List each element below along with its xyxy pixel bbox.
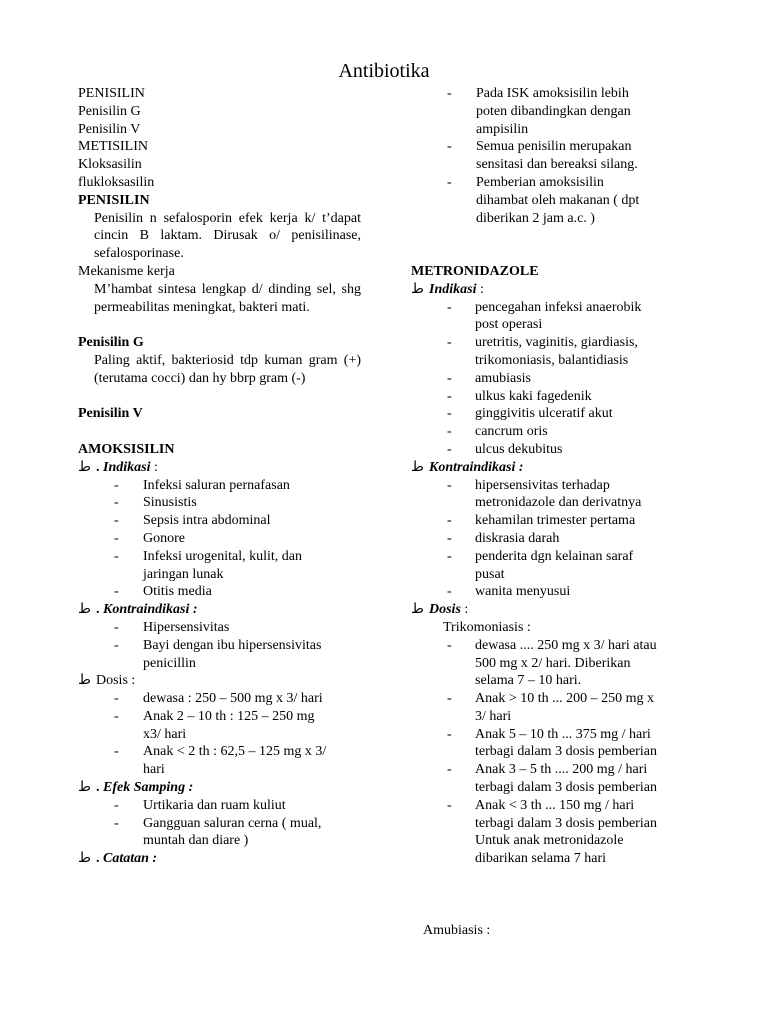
bullet-dash-icon: - xyxy=(114,584,119,600)
bullet-text: Untuk anak metronidazole xyxy=(475,833,624,849)
bullet-text: 3/ hari xyxy=(475,708,512,724)
catatan-item xyxy=(411,138,701,174)
bullet-text: pusat xyxy=(475,566,505,582)
bullet-text: uretritis, vaginitis, giardiasis, xyxy=(475,335,638,351)
metro-dosis-label: Dosis xyxy=(429,602,461,618)
metro-indikasi-heading: ط Indikasi : xyxy=(411,281,484,297)
indikasi-item xyxy=(411,370,701,388)
bullet-text: Bayi dengan ibu hipersensivitas xyxy=(143,637,322,653)
catatan-list xyxy=(411,85,701,227)
kontraindikasi-item xyxy=(411,583,701,601)
bullet-dash-icon: - xyxy=(447,726,452,742)
amok-indikasi-list xyxy=(78,477,361,602)
metro-indikasi-list xyxy=(411,299,701,459)
bullet-text: hipersensivitas terhadap xyxy=(475,477,610,493)
efek-samping-item xyxy=(78,815,361,851)
bullet-dash-icon: - xyxy=(447,441,452,457)
bullet-dash-icon: - xyxy=(447,299,452,315)
bullet-dash-icon: - xyxy=(447,86,452,101)
bullet-dash-icon: - xyxy=(114,495,119,511)
bullet-text: Hipersensivitas xyxy=(143,619,230,635)
bullet-dash-icon: - xyxy=(447,548,452,564)
bullet-text: dewasa .... 250 mg x 3/ hari atau xyxy=(475,637,657,653)
amoksisilin-heading: AMOKSISILIN xyxy=(78,441,175,457)
bullet-text: amubiasis xyxy=(475,370,531,386)
bullet-dash-icon: - xyxy=(114,708,119,724)
bullet-dash-icon: - xyxy=(447,174,452,190)
bullet-dash-icon: - xyxy=(114,513,119,529)
bullet-dash-icon: - xyxy=(447,530,452,546)
metro-dosis-list xyxy=(411,637,701,868)
dosis-item xyxy=(78,743,361,779)
bullet-text: Anak 5 – 10 th ... 375 mg / hari xyxy=(475,726,651,742)
section-marker-icon: ط xyxy=(411,602,424,618)
amok-efek-list xyxy=(78,797,361,850)
indikasi-item xyxy=(411,405,701,423)
amok-dosis-heading xyxy=(78,672,361,690)
amubiasis-label: Amubiasis : xyxy=(423,923,491,938)
dosis-item xyxy=(411,761,701,797)
bullet-text: Pemberian amoksisilin xyxy=(476,174,604,190)
amok-dosis-list xyxy=(78,690,361,779)
amok-kontra-label: Kontraindikasi : xyxy=(103,602,198,618)
section-marker-icon: ط xyxy=(411,459,424,475)
indikasi-item xyxy=(411,423,701,441)
amok-dosis-label: Dosis : xyxy=(96,673,136,689)
bullet-text: dihambat oleh makanan ( dpt xyxy=(476,192,640,208)
bullet-text: terbagi dalam 3 dosis pemberian xyxy=(475,744,657,760)
amok-kontra-list xyxy=(78,619,361,672)
bullet-text: Anak < 3 th ... 150 mg / hari xyxy=(475,797,635,813)
bullet-dash-icon: - xyxy=(447,335,452,351)
bullet-dash-icon: - xyxy=(447,513,452,529)
kontraindikasi-item xyxy=(411,530,701,548)
efek-samping-item xyxy=(78,797,361,815)
amok-catatan-heading: ط . Catatan : xyxy=(78,851,158,867)
indikasi-item xyxy=(411,441,701,459)
metronidazole-heading: METRONIDAZOLE xyxy=(411,263,539,279)
bullet-dash-icon: - xyxy=(447,424,452,440)
bullet-dash-icon: - xyxy=(447,139,452,155)
bullet-dash-icon: - xyxy=(447,691,452,707)
kontraindikasi-item xyxy=(411,548,701,584)
right-column xyxy=(411,85,701,868)
trikomoniasis-label: Trikomoniasis : xyxy=(443,619,531,635)
kontraindikasi-item xyxy=(78,619,361,637)
bullet-text: ulcus dekubitus xyxy=(475,441,563,457)
bullet-text: Infeksi urogenital, kulit, dan xyxy=(143,548,303,564)
kontraindikasi-item xyxy=(411,477,701,513)
bullet-text: trikomoniasis, balantidiasis xyxy=(475,352,629,368)
section-marker-icon: ط xyxy=(78,851,91,867)
indikasi-item xyxy=(78,494,361,512)
bullet-text: ulkus kaki fagedenik xyxy=(475,388,592,404)
dosis-item xyxy=(411,797,701,868)
bullet-text: Anak 3 – 5 th .... 200 mg / hari xyxy=(475,762,648,778)
amok-indikasi-label: Indikasi xyxy=(103,459,151,475)
bullet-text: 500 mg x 2/ hari. Diberikan xyxy=(475,655,631,671)
bullet-dash-icon: - xyxy=(447,797,452,813)
bullet-dash-icon: - xyxy=(114,815,119,831)
bullet-text: poten dibandingkan dengan xyxy=(476,103,631,119)
section-marker-icon: ط xyxy=(411,281,424,297)
bullet-text: x3/ hari xyxy=(143,726,187,742)
indikasi-item xyxy=(78,512,361,530)
class-list-item: Penisilin V xyxy=(78,121,141,137)
indikasi-item xyxy=(411,334,701,370)
indikasi-item xyxy=(78,530,361,548)
dosis-item xyxy=(78,708,361,744)
bullet-text: pencegahan infeksi anaerobik xyxy=(475,299,642,315)
bullet-text: Anak < 2 th : 62,5 – 125 mg x 3/ xyxy=(143,744,327,760)
dosis-item xyxy=(411,637,701,690)
penisilin-description: Penisilin n sefalosporin efek kerja k/ t’dapat cincin B laktam. Dirusak o/ penisilinase, sefalosporinase. xyxy=(94,210,361,262)
dosis-item xyxy=(78,690,361,708)
bullet-text: ginggivitis ulceratif akut xyxy=(475,406,613,422)
section-marker-icon: ط xyxy=(78,459,91,475)
bullet-text: Semua penisilin merupakan xyxy=(476,139,632,155)
bullet-dash-icon: - xyxy=(447,637,452,653)
dosis-item xyxy=(411,690,701,726)
metro-kontra-label: Kontraindikasi : xyxy=(429,459,524,475)
section-marker-icon: ط xyxy=(78,780,91,796)
bullet-text: Gangguan saluran cerna ( mual, xyxy=(143,815,322,831)
metro-indikasi-label: Indikasi xyxy=(429,281,477,297)
bullet-text: hari xyxy=(143,762,165,778)
bullet-text: Anak 2 – 10 th : 125 – 250 mg xyxy=(143,708,315,724)
bullet-dash-icon: - xyxy=(114,530,119,546)
bullet-text: muntah dan diare ) xyxy=(143,833,249,849)
bullet-text: penicillin xyxy=(143,655,196,671)
class-list-item: PENISILIN xyxy=(78,86,145,101)
bullet-dash-icon: - xyxy=(447,762,452,778)
bullet-text: wanita menyusui xyxy=(475,584,571,600)
bullet-text: selama 7 – 10 hari. xyxy=(475,673,582,689)
indikasi-item xyxy=(411,388,701,406)
bullet-text: cancrum oris xyxy=(475,424,548,440)
catatan-item xyxy=(411,85,701,138)
dosis-item xyxy=(411,726,701,762)
bullet-text: post operasi xyxy=(475,317,543,333)
penisilin-heading: PENISILIN xyxy=(78,192,150,208)
bullet-dash-icon: - xyxy=(114,797,119,813)
bullet-text: Gonore xyxy=(143,530,185,546)
mekanisme-description: M’hambat sintesa lengkap d/ dinding sel, shg permeabilitas meningkat, bakteri mati. xyxy=(94,281,361,315)
bullet-dash-icon: - xyxy=(447,584,452,600)
bullet-text: kehamilan trimester pertama xyxy=(475,513,636,529)
bullet-text: jaringan lunak xyxy=(143,566,224,582)
metro-kontra-list xyxy=(411,477,701,602)
bullet-text: diskrasia darah xyxy=(475,530,560,546)
bullet-text: Otitis media xyxy=(143,584,212,600)
indikasi-item xyxy=(411,299,701,335)
bullet-text: ampisilin xyxy=(476,121,529,137)
bullet-text: Infeksi saluran pernafasan xyxy=(143,477,290,493)
antibiotic-class-list xyxy=(78,85,361,192)
indikasi-item xyxy=(78,477,361,495)
bullet-text: diberikan 2 jam a.c. ) xyxy=(476,210,595,226)
bullet-dash-icon: - xyxy=(447,370,452,386)
bullet-dash-icon: - xyxy=(114,744,119,760)
bullet-dash-icon: - xyxy=(114,619,119,635)
penisilin-g-heading: Penisilin G xyxy=(78,335,144,351)
amok-kontra-heading: ط . Kontraindikasi : xyxy=(78,602,198,618)
metro-kontra-heading xyxy=(411,459,701,477)
bullet-dash-icon: - xyxy=(114,548,119,564)
kontraindikasi-item xyxy=(411,512,701,530)
left-column xyxy=(78,85,361,868)
bullet-dash-icon: - xyxy=(447,388,452,404)
penisilin-v-heading: Penisilin V xyxy=(78,406,143,422)
indikasi-item xyxy=(78,548,361,584)
amok-catatan-label: Catatan : xyxy=(103,851,158,867)
bullet-text: Pada ISK amoksisilin lebih xyxy=(476,86,629,101)
bullet-text: terbagi dalam 3 dosis pemberian xyxy=(475,780,657,796)
bullet-text: sensitasi dan bereaksi silang. xyxy=(476,157,638,173)
bullet-text: Anak > 10 th ... 200 – 250 mg x xyxy=(475,691,654,707)
bullet-text: Sinusistis xyxy=(143,495,197,511)
bullet-text: terbagi dalam 3 dosis pemberian xyxy=(475,815,657,831)
indikasi-item xyxy=(78,583,361,601)
mekanisme-label: Mekanisme kerja xyxy=(78,263,175,279)
class-list-item: Penisilin G xyxy=(78,103,141,119)
bullet-dash-icon: - xyxy=(447,477,452,493)
penisilin-g-description: Paling aktif, bakteriosid tdp kuman gram (+) (terutama cocci) dan hy bbrp gram (-) xyxy=(94,352,361,386)
section-marker-icon: ط xyxy=(78,602,91,618)
bullet-dash-icon: - xyxy=(447,406,452,422)
class-list-item: flukloksasilin xyxy=(78,174,155,190)
bullet-text: dibarikan selama 7 hari xyxy=(475,851,607,867)
catatan-item xyxy=(411,174,701,227)
bullet-dash-icon: - xyxy=(114,691,119,707)
class-list-item: METISILIN xyxy=(78,139,148,155)
bullet-text: penderita dgn kelainan saraf xyxy=(475,548,634,564)
page-title: Antibiotika xyxy=(338,60,430,82)
bullet-text: Urtikaria dan ruam kuliut xyxy=(143,797,286,813)
amok-efek-heading: ط . Efek Samping : xyxy=(78,780,194,796)
section-marker-icon: ط xyxy=(78,673,91,689)
kontraindikasi-item xyxy=(78,637,361,673)
class-list-item: Kloksasilin xyxy=(78,157,142,173)
bullet-text: Sepsis intra abdominal xyxy=(143,513,271,529)
metro-dosis-heading: ط Dosis : xyxy=(411,602,469,618)
amok-indikasi-heading: ط . Indikasi : xyxy=(78,459,158,475)
bullet-dash-icon: - xyxy=(114,477,119,493)
bullet-text: metronidazole dan derivatnya xyxy=(475,495,642,511)
bullet-dash-icon: - xyxy=(114,637,119,653)
bullet-text: dewasa : 250 – 500 mg x 3/ hari xyxy=(143,691,323,707)
amok-efek-label: Efek Samping : xyxy=(103,780,194,796)
